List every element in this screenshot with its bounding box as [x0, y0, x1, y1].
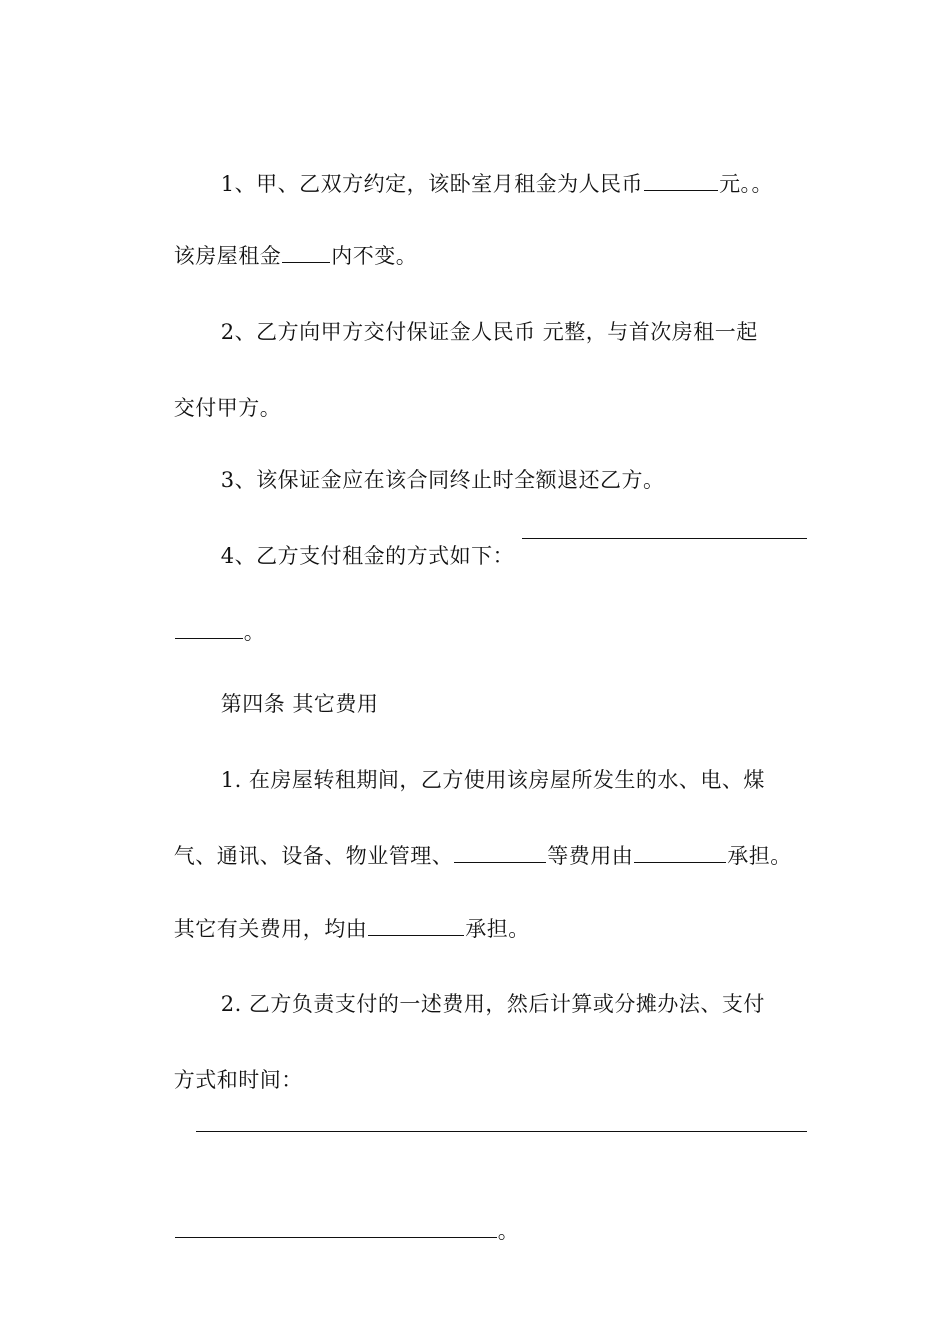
text-segment: 内不变。 — [331, 244, 418, 268]
text-segment: 元。。 — [719, 172, 774, 196]
text-segment: 。 — [243, 620, 266, 644]
text-segment: 2、乙方向甲方交付保证金人民币 元整，与首次房租一起 — [220, 320, 758, 344]
blank-line — [282, 261, 330, 263]
blank-line — [644, 189, 718, 191]
text-segment: 承担。 — [465, 917, 530, 941]
heading-text: 第四条 其它费用 — [220, 692, 379, 716]
text-segment: 1、甲、乙双方约定，该卧室月租金为人民币 — [220, 172, 644, 196]
text-segment: 3、该保证金应在该合同终止时全额退还乙方。 — [220, 468, 665, 492]
text-segment: 气、通讯、设备、物业管理、 — [173, 844, 454, 868]
text-segment: 其它有关费用，均由 — [173, 917, 368, 941]
text-segment: 承担。 — [727, 844, 792, 868]
text-segment: 1. 在房屋转租期间，乙方使用该房屋所发生的水、电、煤 — [220, 768, 765, 792]
blank-line — [175, 1236, 497, 1238]
text-segment: 2. 乙方负责支付的一述费用，然后计算或分摊办法、支付 — [220, 992, 765, 1016]
blank-line — [634, 861, 726, 863]
final-blank-line — [145, 1186, 519, 1276]
blank-line — [175, 637, 243, 639]
text-segment: 。 — [497, 1219, 520, 1243]
text-segment: 等费用由 — [547, 844, 634, 868]
blank-line — [522, 538, 807, 539]
blank-line — [454, 861, 546, 863]
clause-4-2-continued — [145, 1035, 303, 1125]
text-segment: 方式和时间： — [173, 1068, 303, 1092]
blank-line — [196, 1131, 807, 1132]
text-segment: 该房屋租金 — [173, 244, 282, 268]
text-segment: 交付甲方。 — [173, 396, 282, 420]
text-segment: 4、乙方支付租金的方式如下： — [220, 544, 515, 568]
blank-line — [368, 934, 464, 936]
